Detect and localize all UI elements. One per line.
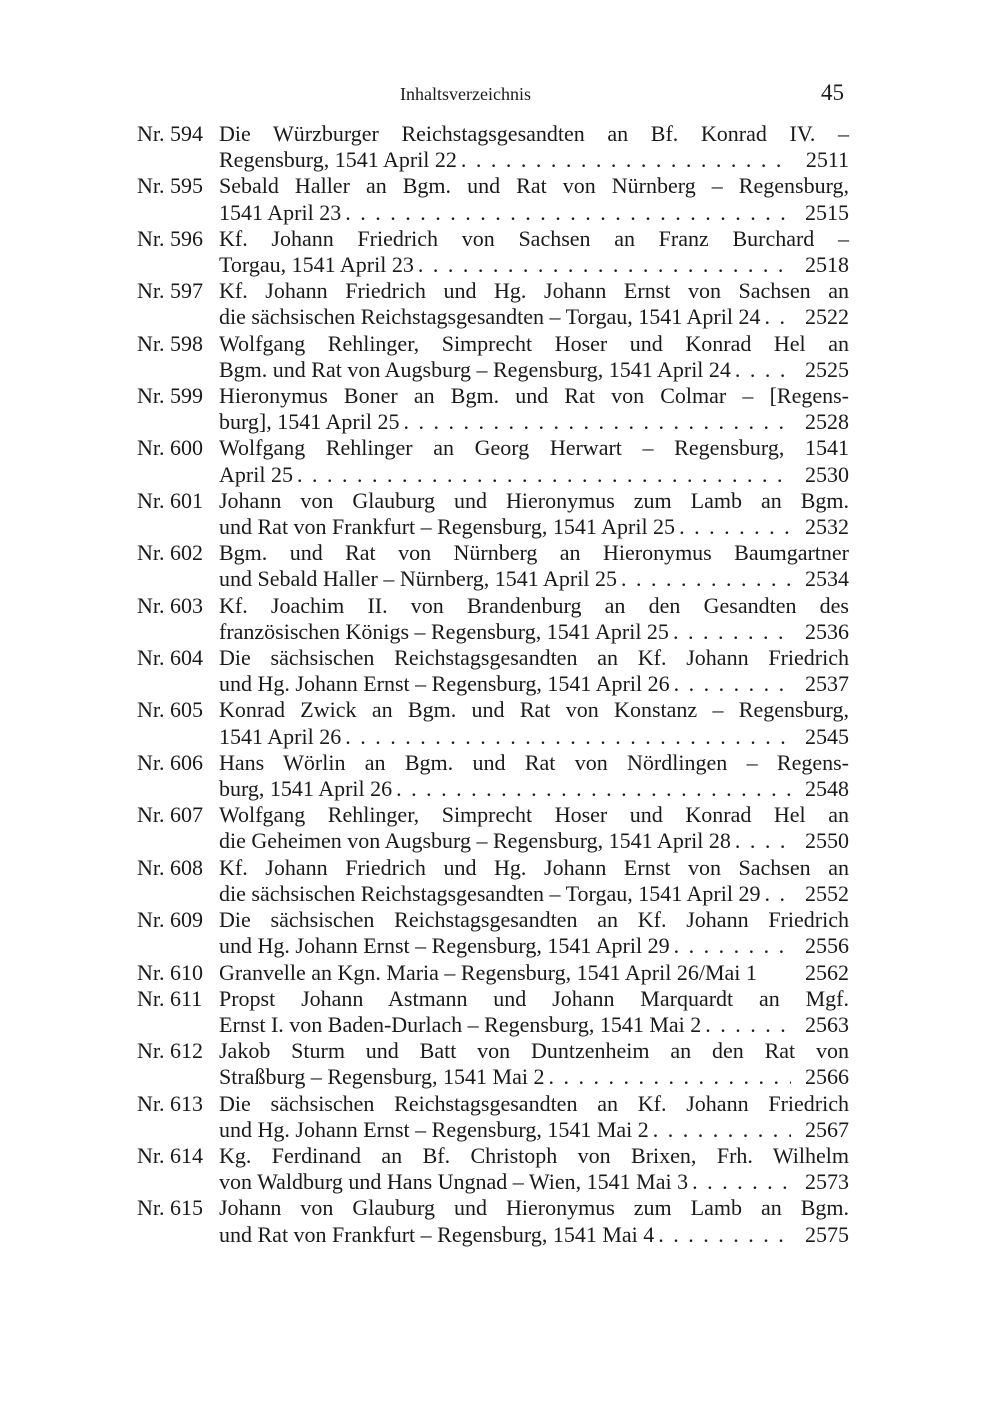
toc-entry <box>137 697 849 749</box>
entry-page: 2566 <box>805 1064 849 1090</box>
entry-content <box>219 488 849 540</box>
entry-page: 2525 <box>805 356 849 382</box>
toc-entry <box>137 173 849 225</box>
entry-date-line: und Hg. Johann Ernst – Regensburg, 1541 Mai 2 <box>219 1116 649 1142</box>
entry-page: 2530 <box>805 461 849 487</box>
entry-title: Kg. Ferdinand an Bf. Christoph von Brixen, Frh. Wilhelm <box>219 1142 849 1168</box>
entry-content <box>219 1143 849 1195</box>
entry-date-line: April 25 <box>219 461 293 487</box>
entry-title: Johann von Glauburg und Hieronymus zum Lamb an Bgm. <box>219 487 849 513</box>
entry-page: 2534 <box>805 566 849 592</box>
entry-number: Nr. 614 <box>137 1142 203 1168</box>
dot-leader <box>658 1222 791 1248</box>
dot-leader <box>679 514 791 540</box>
entry-page: 2532 <box>805 514 849 540</box>
entry-content <box>219 173 849 225</box>
entry-page: 2562 <box>805 959 849 985</box>
toc-entry <box>137 331 849 383</box>
entry-number: Nr. 594 <box>137 121 203 146</box>
entry-page: 2511 <box>805 147 849 173</box>
entry-continuation <box>219 724 849 750</box>
entry-continuation <box>219 933 849 959</box>
table-of-contents <box>137 121 849 1248</box>
entry-title: Wolfgang Rehlinger, Simprecht Hoser und Konrad Hel an <box>219 330 849 356</box>
running-head <box>0 82 1004 112</box>
entry-date-line: und Hg. Johann Ernst – Regensburg, 1541 April 29 <box>219 933 670 959</box>
entry-content <box>219 593 849 645</box>
toc-entry <box>137 960 849 986</box>
entry-page: 2528 <box>805 409 849 435</box>
entry-page: 2518 <box>805 252 849 278</box>
dot-leader <box>764 304 791 330</box>
entry-page: 2556 <box>805 933 849 959</box>
entry-continuation <box>219 514 849 540</box>
entry-continuation <box>219 1169 849 1195</box>
dot-leader <box>735 357 791 383</box>
entry-title: Die sächsischen Reichstagsgesandten an Kf. Johann Friedrich <box>219 1090 849 1116</box>
entry-title: Sebald Haller an Bgm. und Rat von Nürnberg – Regensburg, <box>219 173 849 199</box>
entry-title: Hieronymus Boner an Bgm. und Rat von Colmar – [Regens- <box>219 383 849 409</box>
entry-number: Nr. 599 <box>137 383 203 409</box>
entry-content <box>219 331 849 383</box>
entry-continuation <box>219 1064 849 1090</box>
dot-leader <box>764 881 791 907</box>
dot-leader <box>297 462 791 488</box>
entry-continuation <box>219 200 849 226</box>
entry-content <box>219 986 849 1038</box>
toc-entry <box>137 488 849 540</box>
entry-content <box>219 435 849 487</box>
toc-entry <box>137 278 849 330</box>
toc-entry <box>137 645 849 697</box>
entry-date-line: und Rat von Frankfurt – Regensburg, 1541 Mai 4 <box>219 1221 655 1247</box>
toc-entry <box>137 435 849 487</box>
entry-continuation <box>219 409 849 435</box>
entry-date-line: burg, 1541 April 26 <box>219 776 393 802</box>
entry-title: Hans Wörlin an Bgm. und Rat von Nördlingen – Regens- <box>219 749 849 775</box>
entry-number: Nr. 610 <box>137 959 203 985</box>
entry-date-line: Torgau, 1541 April 23 <box>219 252 414 278</box>
entry-number: Nr. 608 <box>137 854 203 880</box>
entry-number: Nr. 602 <box>137 540 203 566</box>
dot-leader <box>461 147 791 173</box>
entry-title: Kf. Johann Friedrich von Sachsen an Franz Burchard – <box>219 225 849 251</box>
entry-date-line: Straßburg – Regensburg, 1541 Mai 2 <box>219 1064 545 1090</box>
entry-title: Kf. Joachim II. von Brandenburg an den Gesandten des <box>219 592 849 618</box>
dot-leader <box>345 200 791 226</box>
entry-page: 2573 <box>805 1169 849 1195</box>
entry-page: 2545 <box>805 723 849 749</box>
entry-number: Nr. 600 <box>137 435 203 461</box>
entry-date-line: Regensburg, 1541 April 22 <box>219 147 457 173</box>
toc-entry <box>137 750 849 802</box>
entry-date-line: die sächsischen Reichstagsgesandten – Torgau, 1541 April 24 <box>219 304 761 330</box>
entry-date-line: die sächsischen Reichstagsgesandten – Torgau, 1541 April 29 <box>219 880 761 906</box>
entry-continuation <box>219 357 849 383</box>
toc-entry <box>137 1195 849 1247</box>
entry-page: 2575 <box>805 1221 849 1247</box>
entry-continuation <box>219 304 849 330</box>
entry-title: Johann von Glauburg und Hieronymus zum Lamb an Bgm. <box>219 1195 849 1221</box>
toc-entry <box>137 121 849 173</box>
entry-number: Nr. 612 <box>137 1038 203 1064</box>
entry-number: Nr. 615 <box>137 1195 203 1221</box>
dot-leader <box>673 619 791 645</box>
entry-continuation <box>219 1117 849 1143</box>
entry-content <box>219 226 849 278</box>
entry-page: 2548 <box>805 776 849 802</box>
entry-content <box>219 1038 849 1090</box>
entry-date-line: von Waldburg und Hans Ungnad – Wien, 1541 Mai 3 <box>219 1169 689 1195</box>
entry-content <box>219 121 849 173</box>
entry-title: Bgm. und Rat von Nürnberg an Hieronymus Baumgartner <box>219 540 849 566</box>
entry-number: Nr. 601 <box>137 487 203 513</box>
entry-continuation <box>219 776 849 802</box>
entry-content <box>219 697 849 749</box>
toc-entry <box>137 855 849 907</box>
entry-page: 2563 <box>805 1011 849 1037</box>
entry-title: Wolfgang Rehlinger, Simprecht Hoser und Konrad Hel an <box>219 802 849 828</box>
entry-date-line: französischen Königs – Regensburg, 1541 April 25 <box>219 618 669 644</box>
entry-number: Nr. 607 <box>137 802 203 828</box>
dot-leader <box>621 566 791 592</box>
toc-entry <box>137 540 849 592</box>
entry-page: 2515 <box>805 199 849 225</box>
entry-content <box>219 278 849 330</box>
entry-title: Die sächsischen Reichstagsgesandten an Kf. Johann Friedrich <box>219 907 849 933</box>
entry-page: 2536 <box>805 618 849 644</box>
dot-leader <box>549 1064 792 1090</box>
entry-page: 2567 <box>805 1116 849 1142</box>
entry-content <box>219 750 849 802</box>
entry-content <box>219 960 849 986</box>
dot-leader <box>345 724 791 750</box>
running-head-title: Inhaltsverzeichnis <box>400 84 531 104</box>
entry-continuation <box>219 881 849 907</box>
toc-entry <box>137 383 849 435</box>
dot-leader <box>653 1117 791 1143</box>
entry-title: Wolfgang Rehlinger an Georg Herwart – Regensburg, 1541 <box>219 435 849 461</box>
toc-entry <box>137 226 849 278</box>
toc-entry <box>137 1143 849 1195</box>
entry-continuation <box>219 960 849 986</box>
entry-date-line: Bgm. und Rat von Augsburg – Regensburg, 1541 April 24 <box>219 356 731 382</box>
entry-title: Konrad Zwick an Bgm. und Rat von Konstanz – Regensburg, <box>219 697 849 723</box>
entry-title: Die sächsischen Reichstagsgesandten an Kf. Johann Friedrich <box>219 645 849 671</box>
toc-entry <box>137 593 849 645</box>
entry-content <box>219 907 849 959</box>
entry-content <box>219 1091 849 1143</box>
entry-number: Nr. 596 <box>137 225 203 251</box>
dot-leader <box>418 252 791 278</box>
entry-page: 2537 <box>805 671 849 697</box>
entry-title: Propst Johann Astmann und Johann Marquardt an Mgf. <box>219 985 849 1011</box>
dot-leader <box>705 1012 791 1038</box>
entry-number: Nr. 605 <box>137 697 203 723</box>
entry-date-line: und Sebald Haller – Nürnberg, 1541 April 25 <box>219 566 617 592</box>
toc-entry <box>137 802 849 854</box>
entry-page: 2522 <box>805 304 849 330</box>
entry-date-line: 1541 April 23 <box>219 199 342 225</box>
entry-continuation <box>219 462 849 488</box>
entry-number: Nr. 611 <box>137 985 203 1011</box>
entry-date-line: die Geheimen von Augsburg – Regensburg, 1541 April 28 <box>219 828 731 854</box>
entry-number: Nr. 598 <box>137 330 203 356</box>
entry-number: Nr. 609 <box>137 907 203 933</box>
entry-number: Nr. 597 <box>137 278 203 304</box>
entry-content <box>219 1195 849 1247</box>
entry-number: Nr. 613 <box>137 1090 203 1116</box>
dot-leader <box>674 671 791 697</box>
entry-date-line: Ernst I. von Baden-Durlach – Regensburg, 1541 Mai 2 <box>219 1011 702 1037</box>
entry-continuation <box>219 619 849 645</box>
entry-content <box>219 855 849 907</box>
entry-title: Kf. Johann Friedrich und Hg. Johann Ernst von Sachsen an <box>219 854 849 880</box>
entry-content <box>219 540 849 592</box>
entry-date-line: und Hg. Johann Ernst – Regensburg, 1541 April 26 <box>219 671 670 697</box>
entry-title: Granvelle an Kgn. Maria – Regensburg, 1541 April 26/Mai 1 <box>219 959 757 985</box>
toc-entry <box>137 986 849 1038</box>
entry-content <box>219 645 849 697</box>
entry-number: Nr. 604 <box>137 645 203 671</box>
entry-page: 2552 <box>805 880 849 906</box>
page-number: 45 <box>821 80 844 105</box>
entry-number: Nr. 595 <box>137 173 203 199</box>
entry-continuation <box>219 671 849 697</box>
dot-leader <box>396 776 791 802</box>
entry-continuation <box>219 1222 849 1248</box>
entry-title: Jakob Sturm und Batt von Duntzenheim an den Rat von <box>219 1038 849 1064</box>
entry-date-line: burg], 1541 April 25 <box>219 409 400 435</box>
entry-continuation <box>219 1012 849 1038</box>
toc-entry <box>137 1091 849 1143</box>
dot-leader <box>403 409 791 435</box>
toc-entry <box>137 907 849 959</box>
dot-leader <box>735 828 791 854</box>
entry-content <box>219 383 849 435</box>
entry-number: Nr. 606 <box>137 749 203 775</box>
entry-date-line: 1541 April 26 <box>219 723 342 749</box>
entry-content <box>219 802 849 854</box>
entry-page: 2550 <box>805 828 849 854</box>
entry-continuation <box>219 828 849 854</box>
entry-continuation <box>219 566 849 592</box>
entry-title: Kf. Johann Friedrich und Hg. Johann Ernst von Sachsen an <box>219 278 849 304</box>
entry-continuation <box>219 252 849 278</box>
toc-entry <box>137 1038 849 1090</box>
entry-title: Die Würzburger Reichstagsgesandten an Bf. Konrad IV. – <box>219 121 849 146</box>
entry-continuation <box>219 147 849 173</box>
dot-leader <box>674 933 791 959</box>
entry-number: Nr. 603 <box>137 592 203 618</box>
entry-date-line: und Rat von Frankfurt – Regensburg, 1541 April 25 <box>219 514 676 540</box>
dot-leader <box>692 1169 791 1195</box>
